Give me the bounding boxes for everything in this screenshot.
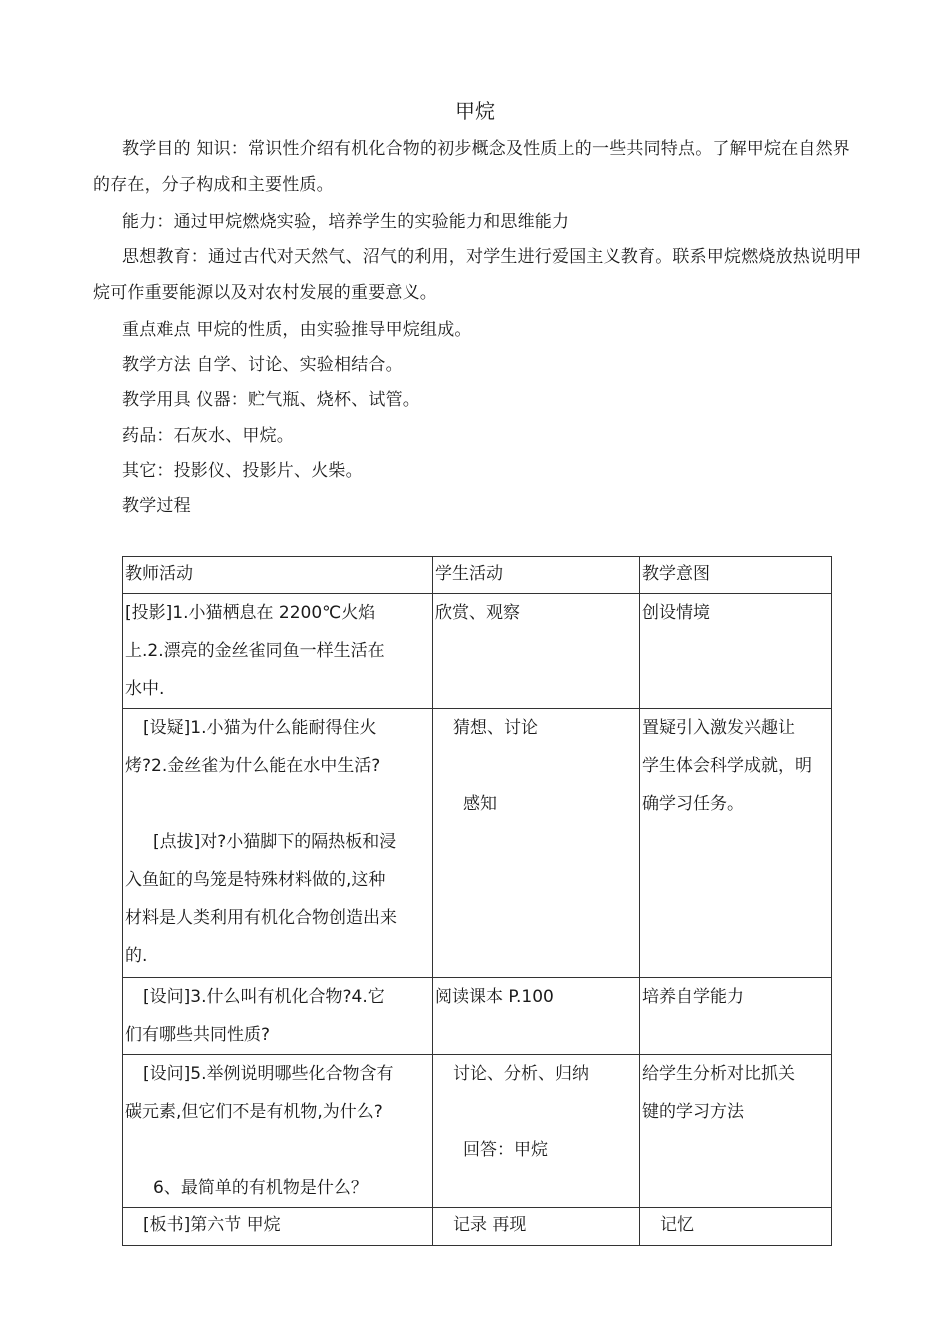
header-intent: 教学意图 — [640, 557, 832, 594]
cell-line — [125, 1131, 430, 1169]
intent-cell — [640, 1055, 832, 1208]
cell-line: 的. — [125, 946, 148, 966]
cell-line: 6、最简单的有机物是什么？ — [153, 1178, 368, 1198]
student-cell — [433, 978, 640, 1055]
table-row — [123, 1208, 832, 1246]
student-cell — [433, 594, 640, 709]
teacher-cell — [123, 1208, 433, 1246]
cell-line: 烤?2.金丝雀为什么能在水中生活? — [125, 756, 381, 776]
cell-line: [投影]1.小猫栖息在 2200℃火焰 — [125, 603, 376, 623]
cell-line: 材料是人类利用有机化合物创造出来 — [125, 908, 397, 928]
cell-line: 讨论、分析、归纳 — [453, 1064, 589, 1084]
table-row — [123, 978, 832, 1055]
cell-line: [设问]3.什么叫有机化合物?4.它 — [143, 987, 385, 1007]
intent-cell — [640, 1208, 832, 1246]
table-header-row — [123, 557, 832, 594]
cell-line: 感知 — [463, 794, 497, 814]
paragraph-process: 教学过程 — [122, 496, 191, 516]
paragraph-key-points: 重点难点 甲烷的性质，由实验推导甲烷组成。 — [122, 320, 472, 340]
cell-line: [板书]第六节 甲烷 — [143, 1215, 281, 1235]
intent-cell — [640, 978, 832, 1055]
cell-line: 给学生分析对比抓关 — [642, 1064, 795, 1084]
intent-cell — [640, 594, 832, 709]
cell-line: 回答：甲烷 — [463, 1140, 548, 1160]
table-row — [123, 709, 832, 978]
teacher-cell — [123, 1055, 433, 1208]
cell-line: 上.2.漂亮的金丝雀同鱼一样生活在 — [125, 641, 385, 661]
header-student: 学生活动 — [433, 557, 640, 594]
paragraph-ability: 能力：通过甲烷燃烧实验，培养学生的实验能力和思维能力 — [122, 212, 570, 232]
table-row — [123, 594, 832, 709]
student-cell — [433, 1055, 640, 1208]
cell-line: 们有哪些共同性质? — [125, 1025, 271, 1045]
teacher-cell — [123, 709, 433, 978]
teacher-cell — [123, 594, 433, 709]
cell-line: 记忆 — [660, 1215, 694, 1235]
cell-line: 入鱼缸的鸟笼是特殊材料做的,这种 — [125, 870, 386, 890]
cell-line: 确学习任务。 — [642, 794, 744, 814]
paragraph-objectives: 教学目的 知识：常识性介绍有机化合物的初步概念及性质上的一些共同特点。了解甲烷在自然界的存在，分子构成和主要性质。 — [93, 139, 851, 195]
cell-line: 水中. — [125, 679, 165, 699]
intent-cell — [640, 709, 832, 978]
cell-line: [设问]5.举例说明哪些化合物含有 — [143, 1064, 394, 1084]
cell-line: 学生体会科学成就，明 — [642, 756, 812, 776]
header-teacher: 教师活动 — [123, 557, 433, 594]
cell-line: 置疑引入激发兴趣让 — [642, 718, 795, 738]
student-cell — [433, 709, 640, 978]
paragraph-ideology: 思想教育：通过古代对天然气、沼气的利用，对学生进行爱国主义教育。联系甲烷燃烧放热说明甲烷可作重要能源以及对农村发展的重要意义。 — [93, 247, 862, 303]
cell-line: 阅读课本 P.100 — [435, 987, 554, 1007]
cell-line — [125, 785, 430, 823]
cell-line: 欣赏、观察 — [435, 603, 520, 623]
cell-line — [435, 1093, 637, 1131]
paragraph-reagents: 药品：石灰水、甲烷。 — [122, 426, 294, 446]
cell-line: 培养自学能力 — [642, 987, 744, 1007]
paragraph-others: 其它：投影仪、投影片、火柴。 — [122, 461, 363, 481]
student-cell — [433, 1208, 640, 1246]
teacher-cell — [123, 978, 433, 1055]
teaching-process-table — [122, 556, 832, 1246]
paragraph-method: 教学方法 自学、讨论、实验相结合。 — [122, 355, 403, 375]
document-title: 甲烷 — [455, 99, 495, 123]
cell-line: 创设情境 — [642, 603, 710, 623]
cell-line: 碳元素,但它们不是有机物,为什么? — [125, 1102, 383, 1122]
cell-line — [435, 747, 637, 785]
cell-line: [点拔]对?小猫脚下的隔热板和浸 — [153, 832, 397, 852]
paragraph-tools: 教学用具 仪器：贮气瓶、烧杯、试管。 — [122, 390, 421, 410]
cell-line: 猜想、讨论 — [453, 718, 538, 738]
table-row — [123, 1055, 832, 1208]
cell-line: 记录 再现 — [453, 1215, 527, 1235]
cell-line: [设疑]1.小猫为什么能耐得住火 — [143, 718, 377, 738]
cell-line: 键的学习方法 — [642, 1102, 744, 1122]
